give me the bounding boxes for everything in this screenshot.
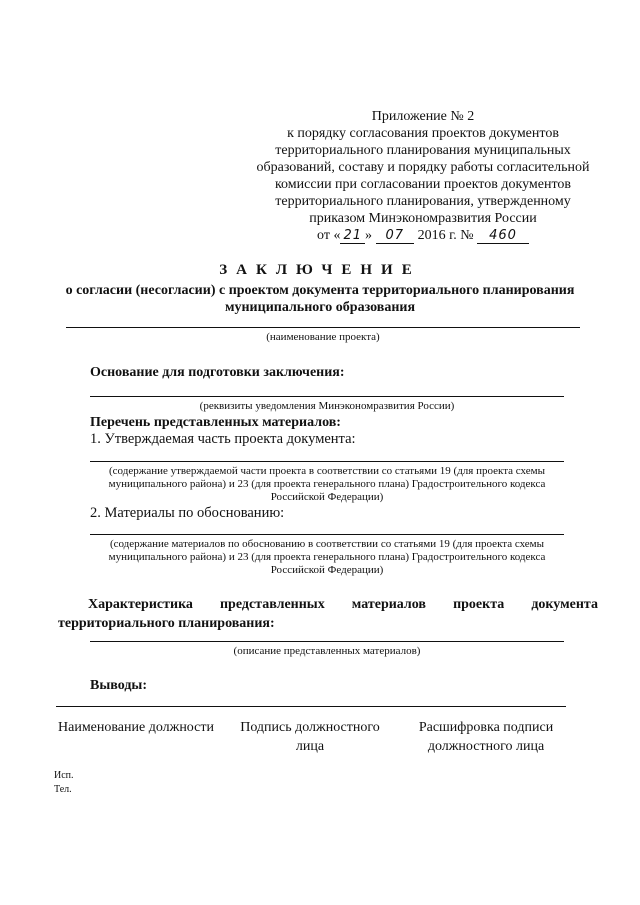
materials-item1-caption <box>80 465 574 504</box>
document-title: ЗАКЛЮЧЕНИЕ <box>219 262 421 278</box>
subtitle-line: о согласии (несогласии) с проектом документа территориального планирования <box>65 283 575 298</box>
signature-sign <box>230 718 390 756</box>
appendix-line: Приложение № 2 <box>371 109 475 124</box>
caption-line: Российской Федерации) <box>270 491 384 503</box>
basis-heading: Основание для подготовки заключения: <box>90 365 345 380</box>
basis-line <box>90 396 564 397</box>
footer-executor: Исп. <box>54 770 74 781</box>
appendix-line: комиссии при согласовании проектов документов <box>274 177 572 192</box>
project-name-line <box>66 327 580 328</box>
subtitle-line: муниципального образования <box>224 300 416 315</box>
appendix-line: территориального планирования, утвержденному <box>275 194 571 209</box>
caption-line: (содержание материалов по обоснованию в соответствии со статьями 19 (для проекта схемы <box>109 538 545 550</box>
materials-item1-label: 1. Утверждаемая часть проекта документа: <box>90 431 356 447</box>
characteristic-word: представленных <box>219 597 325 612</box>
materials-item2-line <box>90 534 564 535</box>
appendix-block <box>230 108 616 244</box>
conclusions-heading: Выводы: <box>90 678 148 693</box>
document-subtitle <box>40 282 600 316</box>
characteristic-line1 <box>58 595 598 614</box>
appendix-line: приказом Минэкономразвития России <box>309 211 537 226</box>
materials-heading: Перечень представленных материалов: <box>90 415 341 430</box>
materials-item2-caption <box>80 538 574 577</box>
appendix-line: территориального планирования муниципальных <box>275 143 571 158</box>
basis-caption: (реквизиты уведомления Минэкономразвития России) <box>199 400 455 412</box>
materials-item2-label: 2. Материалы по обоснованию: <box>90 505 285 521</box>
order-reference <box>230 227 616 244</box>
characteristic-word: проекта <box>453 597 505 612</box>
characteristic-heading <box>58 595 598 633</box>
order-year: 2016 г. № <box>417 228 474 243</box>
conclusions-line <box>56 706 566 707</box>
signature-decode-line: должностного лица <box>427 739 545 754</box>
appendix-line: образований, составу и порядку работы согласительной <box>256 160 590 175</box>
signature-position: Наименование должности <box>58 720 214 735</box>
caption-line: (содержание утверждаемой части проекта в соответствии со статьями 19 (для проекта схемы <box>109 465 545 477</box>
order-number: 460 <box>477 228 529 244</box>
order-day: 21 <box>340 228 365 244</box>
signature-decode <box>406 718 566 756</box>
characteristic-line2: территориального планирования: <box>58 616 275 631</box>
characteristic-word: Характеристика <box>88 597 193 612</box>
project-name-caption: (наименование проекта) <box>266 331 380 343</box>
signature-decode-line: Расшифровка подписи <box>418 720 554 735</box>
order-sep: » <box>365 228 373 243</box>
order-month: 07 <box>376 228 415 244</box>
order-prefix: от « <box>317 228 341 243</box>
caption-line: муниципального района) и 23 (для проекта генерального плана) Градостроительного кодекса <box>108 478 546 490</box>
characteristic-caption: (описание представленных материалов) <box>233 645 421 657</box>
characteristic-word: документа <box>531 597 598 612</box>
signature-sign-line: Подпись должностного <box>240 720 380 735</box>
caption-line: муниципального района) и 23 (для проекта генерального плана) Градостроительного кодекса <box>108 551 546 563</box>
caption-line: Российской Федерации) <box>270 564 384 576</box>
characteristic-word: материалов <box>351 597 426 612</box>
characteristic-line <box>90 641 564 642</box>
appendix-line: к порядку согласования проектов документов <box>287 126 559 141</box>
footer-phone: Тел. <box>54 784 72 795</box>
signature-sign-line: лица <box>295 739 325 754</box>
materials-item1-line <box>90 461 564 462</box>
